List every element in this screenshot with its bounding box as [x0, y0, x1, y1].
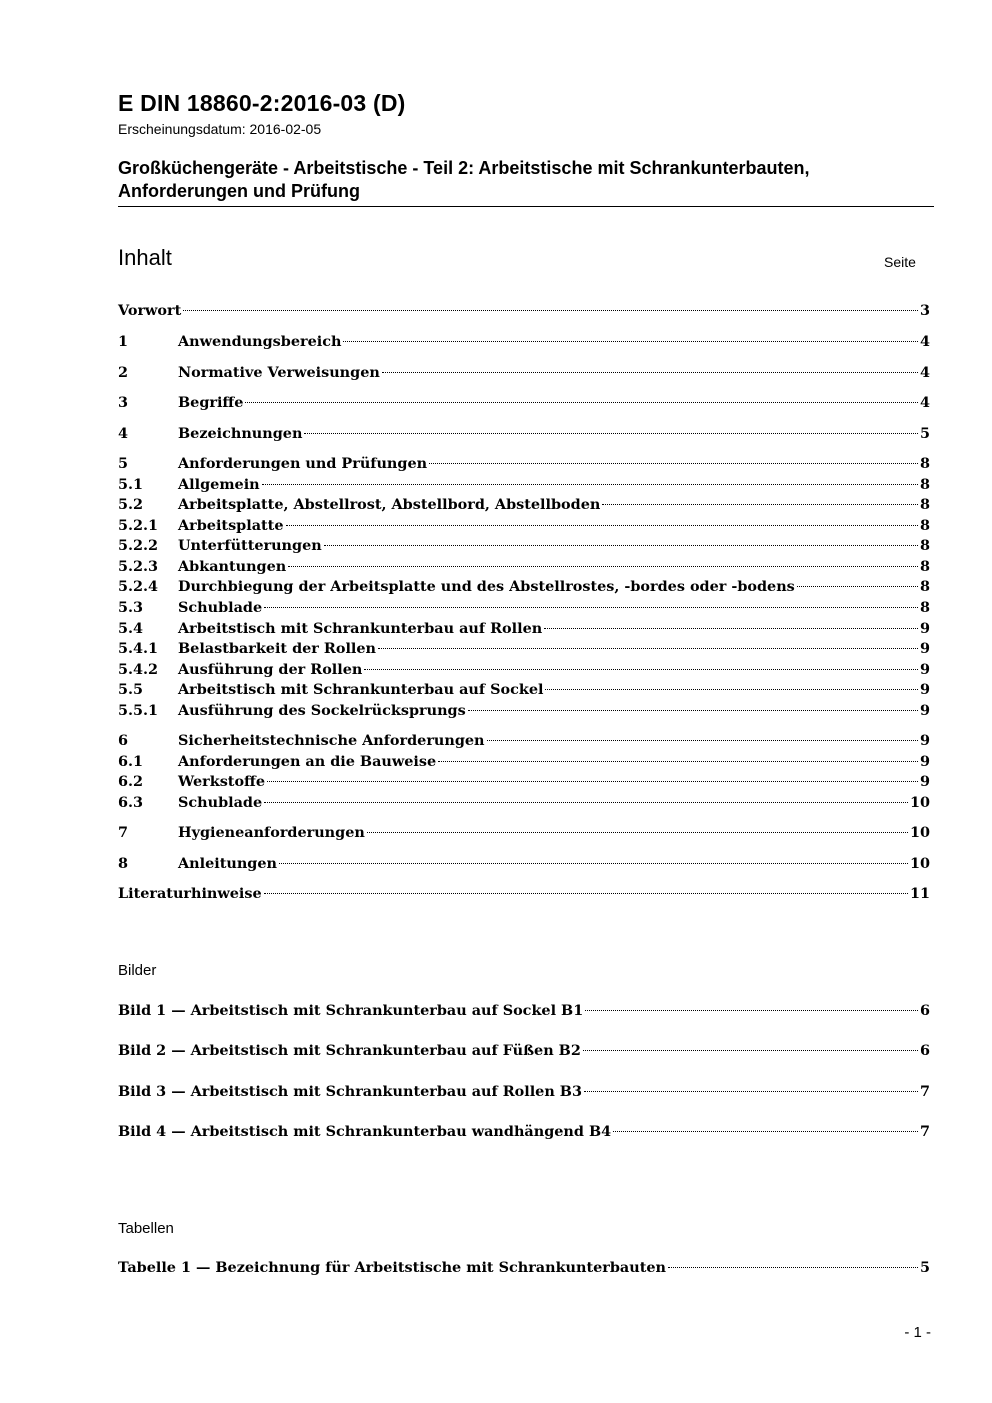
toc-entry-title: Unterfütterungen — [178, 537, 322, 554]
toc-entry-title: Allgemein — [178, 476, 260, 493]
toc-entry-title: Belastbarkeit der Rollen — [178, 640, 376, 657]
dot-leader — [429, 463, 918, 464]
toc-entry-page: 3 — [919, 302, 930, 319]
toc-entry-page: 11 — [909, 885, 930, 902]
toc-entry[interactable] — [118, 578, 930, 598]
toc-entry[interactable] — [118, 855, 930, 875]
toc-entry[interactable] — [118, 302, 930, 322]
toc-entry[interactable] — [118, 773, 930, 793]
toc-entry-page: 4 — [919, 394, 930, 411]
dot-leader — [262, 484, 918, 485]
toc-entry[interactable] — [118, 455, 930, 475]
toc-entry-number: 5.2 — [118, 496, 144, 513]
toc-entry-number: 2 — [118, 364, 129, 381]
dot-leader — [343, 341, 918, 342]
subtitle-line-2: Anforderungen und Prüfung — [118, 181, 360, 201]
dot-leader — [367, 832, 908, 833]
toc-entry[interactable] — [118, 537, 930, 557]
toc-entry-title: Ausführung der Rollen — [178, 661, 363, 678]
toc-entry-page: 10 — [909, 855, 930, 872]
dot-leader — [304, 433, 918, 434]
toc-entry[interactable] — [118, 794, 930, 814]
dot-leader — [267, 781, 918, 782]
toc-entry-title: Anforderungen an die Bauweise — [178, 753, 437, 770]
toc-entry-number: 6.2 — [118, 773, 144, 790]
dot-leader — [668, 1267, 918, 1268]
toc-entry-title: Schublade — [178, 794, 263, 811]
toc-entry-title: Bild 1 — Arbeitstisch mit Schrankunterbau auf Sockel B1 — [118, 1002, 584, 1019]
toc-entry-number: 4 — [118, 425, 129, 442]
toc-entry-page: 9 — [919, 702, 930, 719]
toc-entry[interactable] — [118, 476, 930, 496]
toc-entry-page: 7 — [919, 1123, 930, 1140]
toc-entry-title: Arbeitstisch mit Schrankunterbau auf Sockel — [178, 681, 544, 698]
toc-entry-title: Begriffe — [178, 394, 244, 411]
toc-entry-number: 5.2.4 — [118, 578, 159, 595]
toc-entry[interactable] — [118, 732, 930, 752]
toc-entry-page: 8 — [919, 599, 930, 616]
toc-heading: Inhalt — [118, 245, 172, 270]
toc-entry[interactable] — [118, 620, 930, 640]
table-entry[interactable] — [118, 1259, 930, 1279]
toc-entry-number: 5.5 — [118, 681, 144, 698]
toc-entry-title: Anforderungen und Prüfungen — [178, 455, 428, 472]
toc-entry-title: Anleitungen — [178, 855, 277, 872]
toc-entry-title: Normative Verweisungen — [178, 364, 380, 381]
toc-entry-title: Bild 2 — Arbeitstisch mit Schrankunterbau auf Füßen B2 — [118, 1042, 581, 1059]
toc-entry-page: 8 — [919, 558, 930, 575]
dot-leader — [583, 1050, 918, 1051]
dot-leader — [487, 740, 918, 741]
dot-leader — [324, 545, 918, 546]
toc-entry-title: Schublade — [178, 599, 263, 616]
toc-entry-page: 8 — [919, 476, 930, 493]
dot-leader — [585, 1010, 918, 1011]
dot-leader — [364, 669, 918, 670]
toc-entry-title: Hygieneanforderungen — [178, 824, 365, 841]
toc-entry-number: 6 — [118, 732, 129, 749]
toc-entry-number: 7 — [118, 824, 129, 841]
toc-entry-page: 6 — [919, 1042, 930, 1059]
figure-entry[interactable] — [118, 1123, 930, 1143]
toc-entry-number: 6.1 — [118, 753, 144, 770]
toc-entry-title: Sicherheitstechnische Anforderungen — [178, 732, 485, 749]
toc-entry[interactable] — [118, 661, 930, 681]
toc-entry-number: 5.4.2 — [118, 661, 159, 678]
dot-leader — [438, 761, 918, 762]
document-subtitle — [118, 157, 933, 203]
document-title: E DIN 18860-2:2016-03 (D) — [118, 90, 406, 116]
toc-entry[interactable] — [118, 333, 930, 353]
toc-entry-title: Ausführung des Sockelrücksprungs — [178, 702, 466, 719]
toc-entry[interactable] — [118, 702, 930, 722]
toc-entry-number: 5.4.1 — [118, 640, 159, 657]
dot-leader — [279, 863, 908, 864]
toc-entry[interactable] — [118, 599, 930, 619]
toc-entry-page: 8 — [919, 578, 930, 595]
toc-entry-number: 5.2.3 — [118, 558, 159, 575]
toc-entry-number: 8 — [118, 855, 129, 872]
toc-entry-page: 9 — [919, 661, 930, 678]
dot-leader — [382, 372, 918, 373]
dot-leader — [286, 525, 918, 526]
tables-heading: Tabellen — [118, 1220, 174, 1237]
toc-entry-title: Anwendungsbereich — [178, 333, 342, 350]
dot-leader — [544, 628, 918, 629]
toc-entry-title: Werkstoffe — [178, 773, 266, 790]
figure-entry[interactable] — [118, 1002, 930, 1022]
toc-entry-page: 9 — [919, 773, 930, 790]
toc-entry[interactable] — [118, 394, 930, 414]
page-number: - 1 - — [904, 1324, 931, 1341]
dot-leader — [264, 893, 908, 894]
toc-entry-page: 9 — [919, 753, 930, 770]
figures-heading: Bilder — [118, 962, 157, 979]
toc-entry[interactable] — [118, 364, 930, 384]
page-column-label: Seite — [884, 254, 916, 270]
toc-entry[interactable] — [118, 425, 930, 445]
dot-leader — [584, 1091, 918, 1092]
toc-entry-title: Arbeitsplatte — [178, 517, 284, 534]
toc-entry-page: 10 — [909, 824, 930, 841]
toc-entry-number: 6.3 — [118, 794, 144, 811]
toc-entry-number: 5.5.1 — [118, 702, 159, 719]
figure-entry[interactable] — [118, 1042, 930, 1062]
publication-date: Erscheinungsdatum: 2016-02-05 — [118, 121, 322, 137]
toc-entry[interactable] — [118, 681, 930, 701]
toc-entry-title: Bild 4 — Arbeitstisch mit Schrankunterbau wandhängend B4 — [118, 1123, 612, 1140]
dot-leader — [288, 566, 918, 567]
toc-entry-number: 5.2.2 — [118, 537, 159, 554]
toc-entry-page: 9 — [919, 732, 930, 749]
toc-entry-page: 8 — [919, 537, 930, 554]
toc-entry-page: 9 — [919, 640, 930, 657]
toc-entry[interactable] — [118, 517, 930, 537]
dot-leader — [378, 648, 918, 649]
toc-entry-title: Vorwort — [118, 302, 182, 319]
toc-entry-number: 3 — [118, 394, 129, 411]
toc-entry-title: Literaturhinweise — [118, 885, 262, 902]
dot-leader — [797, 586, 918, 587]
title-divider — [118, 206, 934, 207]
toc-entry-page: 9 — [919, 620, 930, 637]
figure-entry[interactable] — [118, 1083, 930, 1103]
toc-entry-number: 5.3 — [118, 599, 144, 616]
toc-entry-title: Tabelle 1 — Bezeichnung für Arbeitstische mit Schrankunterbauten — [118, 1259, 666, 1276]
toc-entry-title: Arbeitstisch mit Schrankunterbau auf Rollen — [178, 620, 543, 637]
toc-entry-number: 1 — [118, 333, 129, 350]
toc-entry-title: Bezeichnungen — [178, 425, 303, 442]
toc-entry-page: 4 — [919, 333, 930, 350]
toc-entry-page: 5 — [919, 425, 930, 442]
toc-entry-title: Durchbiegung der Arbeitsplatte und des Abstellrostes, -bordes oder -bodens — [178, 578, 795, 595]
toc-entry-number: 5.4 — [118, 620, 144, 637]
dot-leader — [468, 710, 918, 711]
toc-entry-number: 5.2.1 — [118, 517, 159, 534]
subtitle-line-1: Großküchengeräte - Arbeitstische - Teil 2: Arbeitstische mit Schrankunterbauten, — [118, 158, 810, 178]
dot-leader — [245, 402, 918, 403]
toc-entry-page: 8 — [919, 517, 930, 534]
toc-entry[interactable] — [118, 885, 930, 905]
toc-entry[interactable] — [118, 640, 930, 660]
toc-entry-page: 5 — [919, 1259, 930, 1276]
toc-entry-page: 9 — [919, 681, 930, 698]
dot-leader — [264, 607, 918, 608]
toc-entry-page: 8 — [919, 455, 930, 472]
toc-entry-number: 5 — [118, 455, 129, 472]
dot-leader — [264, 802, 908, 803]
toc-entry-title: Abkantungen — [178, 558, 287, 575]
toc-entry[interactable] — [118, 558, 930, 578]
toc-entry-page: 4 — [919, 364, 930, 381]
toc-entry-title: Bild 3 — Arbeitstisch mit Schrankunterbau auf Rollen B3 — [118, 1083, 582, 1100]
toc-entry-number: 5.1 — [118, 476, 144, 493]
dot-leader — [613, 1131, 918, 1132]
toc-entry-page: 8 — [919, 496, 930, 513]
dot-leader — [183, 310, 918, 311]
dot-leader — [545, 689, 918, 690]
toc-entry-page: 6 — [919, 1002, 930, 1019]
toc-entry-page: 7 — [919, 1083, 930, 1100]
toc-entry-title: Arbeitsplatte, Abstellrost, Abstellbord, Abstellboden — [178, 496, 601, 513]
toc-entry[interactable] — [118, 824, 930, 844]
toc-entry[interactable] — [118, 753, 930, 773]
toc-entry-page: 10 — [909, 794, 930, 811]
toc-entry[interactable] — [118, 496, 930, 516]
dot-leader — [602, 504, 918, 505]
